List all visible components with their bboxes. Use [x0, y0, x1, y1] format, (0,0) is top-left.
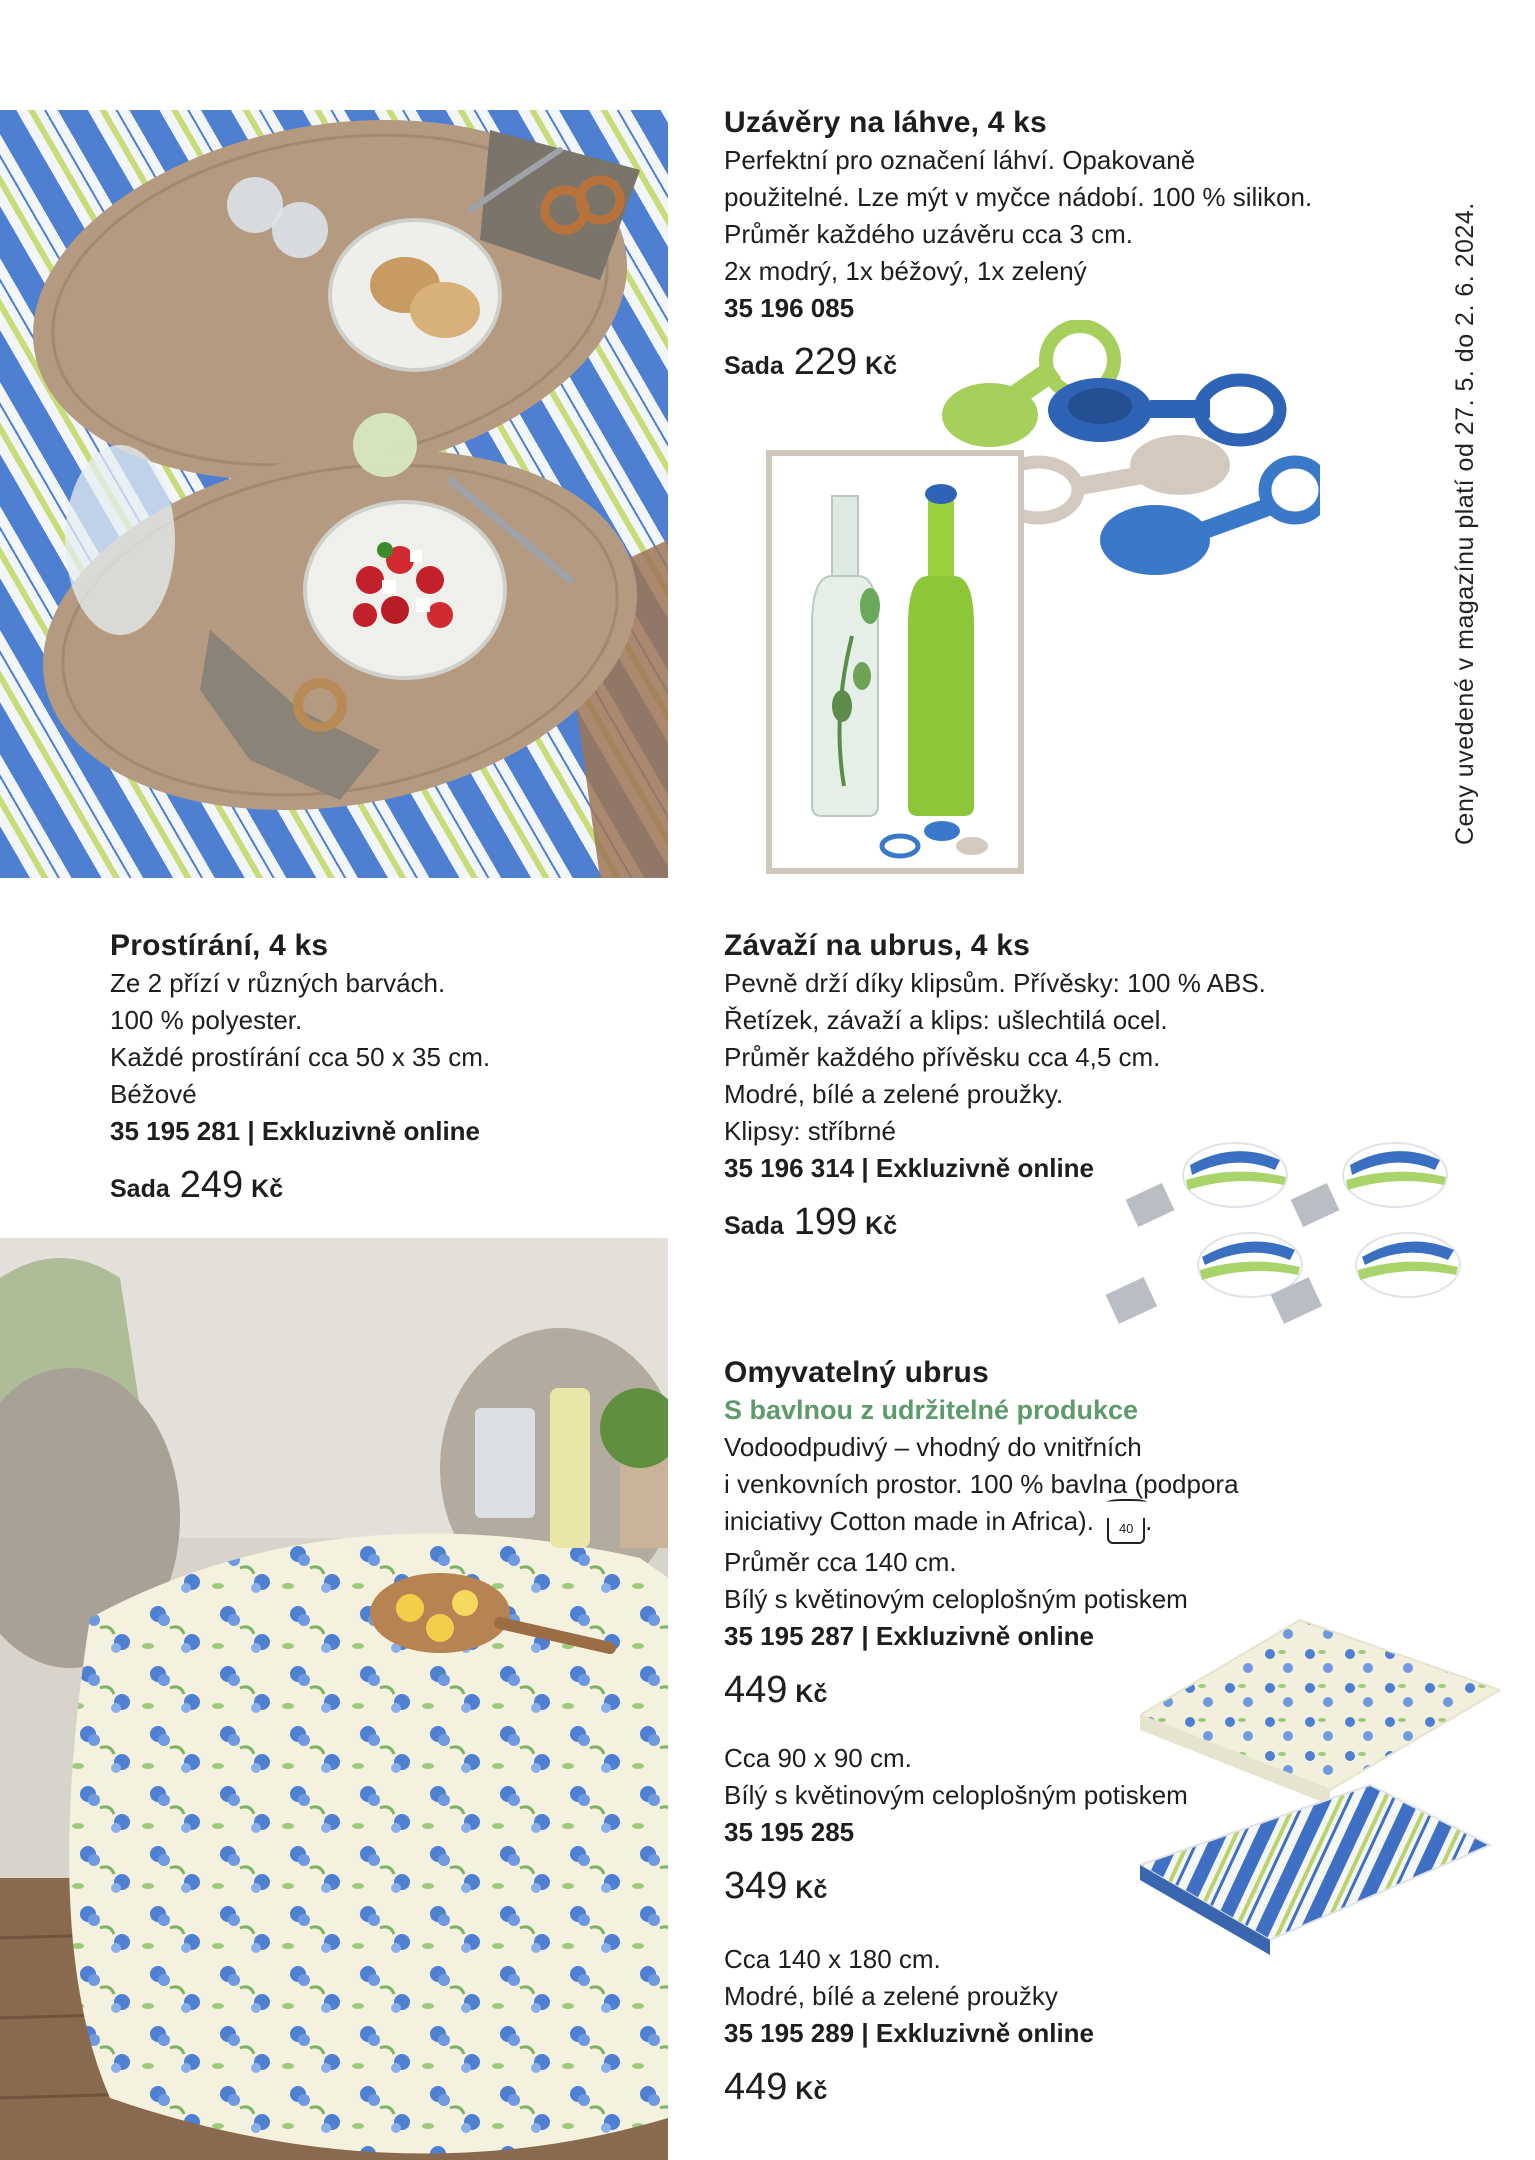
product-tablecloth-weights [724, 927, 1266, 1244]
product-desc-line: Každé prostírání cca 50 x 35 cm. [110, 1042, 491, 1072]
product-desc-line: Vodoodpudivý – vhodný do vnitřních [724, 1432, 1142, 1462]
wash-40-icon [1101, 1503, 1145, 1544]
product-placemats [110, 927, 490, 1207]
price-currency: Kč [795, 1680, 828, 1708]
price-currency: Kč [865, 1212, 898, 1240]
price-amount: 229 [793, 341, 858, 383]
product-desc-line: Průměr každého přívěsku cca 4,5 cm. [724, 1042, 1161, 1072]
product-price [724, 1865, 1188, 1908]
product-desc-line: Průměr cca 140 cm. [724, 1547, 957, 1577]
round-tablecloth-art [0, 1238, 668, 2160]
product-desc-line: Bílý s květinovým celoplošným potiskem [724, 1780, 1188, 1810]
price-amount: 249 [179, 1164, 244, 1206]
product-washable-tablecloth [724, 1354, 1239, 1712]
product-title: Uzávěry na láhve, 4 ks [724, 106, 1047, 139]
price-amount: 449 [724, 1669, 788, 1711]
product-title: Prostírání, 4 ks [110, 929, 329, 962]
price-unit: Sada [724, 1212, 784, 1240]
product-tablecloth-square [724, 1740, 1188, 1908]
product-desc-line: Průměr každého uzávěru cca 3 cm. [724, 219, 1133, 249]
product-price [724, 1201, 1266, 1244]
product-desc-line: použitelné. Lze mýt v myčce nádobí. 100 % silikon. [724, 182, 1313, 212]
product-title: Omyvatelný ubrus [724, 1356, 989, 1389]
bottles-art [772, 456, 1018, 868]
product-desc-line: i venkovních prostor. 100 % bavlna (podpora [724, 1469, 1239, 1499]
product-desc-line: 2x modrý, 1x béžový, 1x zelený [724, 256, 1087, 286]
price-unit: Sada [110, 1175, 170, 1203]
price-currency: Kč [795, 2077, 828, 2105]
price-currency: Kč [865, 352, 898, 380]
product-code: 35 196 085 [724, 293, 855, 323]
product-desc-line: Ze 2 přízí v různých barvách. [110, 968, 446, 998]
product-desc-line: Modré, bílé a zelené proužky [724, 1981, 1058, 2011]
price-currency: Kč [795, 1876, 828, 1904]
product-desc-line: Bílý s květinovým celoplošným potiskem [724, 1584, 1188, 1614]
price-unit: Sada [724, 352, 784, 380]
product-desc-line: 100 % polyester. [110, 1005, 303, 1035]
product-desc-line-care [724, 1503, 1239, 1544]
round-tablecloth-photo [0, 1238, 668, 2160]
price-validity-note: Ceny uvedené v magazínu platí od 27. 5. do 2. 6. 2024. [1451, 202, 1479, 845]
product-price [724, 1669, 1239, 1712]
product-desc-line: Pevně drží díky klipsům. Přívěsky: 100 % ABS. [724, 968, 1266, 998]
product-price [724, 341, 1312, 384]
price-amount: 449 [724, 2066, 788, 2108]
product-desc-line: Klipsy: stříbrné [724, 1116, 896, 1146]
product-desc-line: Cca 140 x 180 cm. [724, 1944, 941, 1974]
product-code: 35 195 281 | Exkluzivně online [110, 1116, 481, 1146]
bottles-inset [766, 450, 1024, 874]
product-desc-line: Modré, bílé a zelené proužky. [724, 1079, 1064, 1109]
product-tablecloth-rect [724, 1941, 1094, 2109]
product-desc-line: Perfektní pro označení láhví. Opakovaně [724, 145, 1196, 175]
product-bottle-caps [724, 104, 1312, 384]
product-code: 35 195 287 | Exkluzivně online [724, 1621, 1095, 1651]
product-code: 35 195 285 [724, 1817, 855, 1847]
placemats-photo-art [0, 110, 668, 878]
care-text: iniciativy Cotton made in Africa). [724, 1506, 1094, 1536]
product-title: Závaží na ubrus, 4 ks [724, 929, 1030, 962]
product-desc-line: Béžové [110, 1079, 197, 1109]
placemats-photo [0, 110, 668, 878]
price-amount: 199 [793, 1201, 858, 1243]
product-desc-line: Cca 90 x 90 cm. [724, 1743, 912, 1773]
product-subtitle: S bavlnou z udržitelné produkce [724, 1395, 1139, 1425]
wash-temperature: 40 [1107, 1518, 1145, 1544]
care-text-end: . [1145, 1506, 1153, 1536]
product-price [110, 1164, 490, 1207]
price-amount: 349 [724, 1865, 788, 1907]
product-price [724, 2066, 1094, 2109]
product-desc-line: Řetízek, závaží a klips: ušlechtilá ocel. [724, 1005, 1168, 1035]
price-currency: Kč [251, 1175, 284, 1203]
product-code: 35 196 314 | Exkluzivně online [724, 1153, 1095, 1183]
product-code: 35 195 289 | Exkluzivně online [724, 2018, 1095, 2048]
